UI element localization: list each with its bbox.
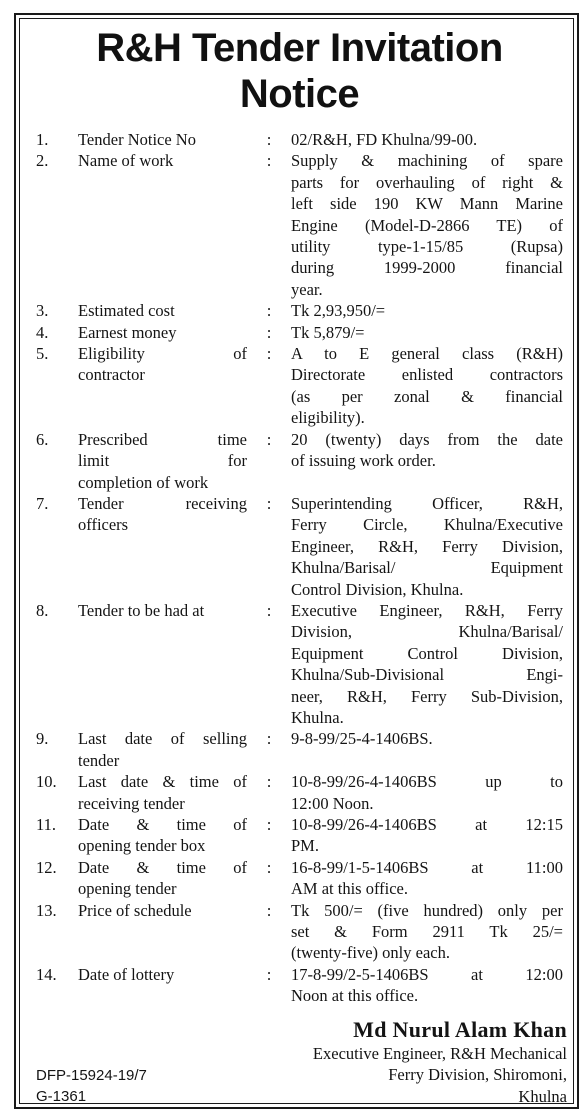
item-number: 11. [36,815,57,834]
item-value-line: AM at this office. [291,879,409,899]
item-number: 13. [36,900,57,920]
item-value [291,600,563,728]
item-value-line: Ferry Circle, Khulna/Executive [291,515,563,535]
item-colon: : [266,130,272,149]
item-value [291,814,563,857]
signatory-name: Md Nurul Alam Khan [353,1017,567,1042]
item-number: 4. [36,322,49,342]
notice-title [36,25,563,117]
item-colon: : [266,857,272,877]
item-value-line: 10-8-99/26-4-1406BS at 12:15 [291,815,563,834]
item-value-line: year. [291,279,323,299]
item-value-line: 02/R&H, FD Khulna/99-00. [291,130,478,149]
item-number: 9. [36,729,49,749]
title-line-2: Notice [239,72,360,116]
item-colon: : [266,151,272,171]
item-value [291,150,563,300]
item-value-line: Engineer, R&H, Ferry Division, [291,536,563,556]
designation-line: Ferry Division, Shiromoni, [388,1065,567,1085]
item-colon: : [266,344,272,364]
tender-item-row [36,771,563,814]
item-colon: : [266,493,272,513]
item-colon: : [266,900,272,920]
designation-line: Khulna [518,1086,567,1106]
tender-item-row [36,150,563,300]
item-number: 1. [36,130,49,149]
title-line-1: R&H Tender Invitation [96,26,503,70]
item-value [291,728,563,771]
item-colon: : [266,729,272,749]
item-value-line: Directorate enlisted contractors [291,365,563,385]
item-label-line: Price of schedule [78,900,192,920]
item-label [78,322,247,343]
item-value [291,964,563,1007]
item-label [78,857,247,900]
item-value [291,322,563,343]
item-value-line: (twenty-five) only each. [291,943,450,963]
item-value [291,300,563,321]
notice-body [19,18,574,1104]
item-value-line: PM. [291,836,319,856]
tender-item-row [36,493,563,600]
designation-line: Executive Engineer, R&H Mechanical [312,1044,567,1063]
item-label-line: Date of lottery [78,964,175,984]
item-label-line: Name of work [78,151,174,171]
tender-item-row [36,728,563,771]
item-value-line: utility type-1-15/85 (Rupsa) [291,237,563,257]
item-label [78,429,247,493]
item-number: 2. [36,151,49,171]
item-value [291,343,563,429]
item-label-line: receiving tender [78,793,185,813]
item-value [291,900,563,964]
item-value-line: 20 (twenty) days from the date [291,429,563,449]
item-value-line: Tk 5,879/= [291,322,365,342]
notice-outer-border [14,13,579,1109]
item-value-line: A to E general class (R&H) [291,344,563,364]
item-label-line: contractor [78,365,145,385]
item-value-line: Division, Khulna/Barisal/ [291,622,563,642]
item-value-line: Equipment Control Division, [291,643,563,663]
item-value-line: of issuing work order. [291,451,436,471]
item-label [78,728,247,771]
item-value-line: during 1999-2000 financial [291,258,563,278]
item-label [78,964,247,1007]
item-value-line: Executive Engineer, R&H, Ferry [291,600,563,620]
tender-item-row [36,900,563,964]
tender-items-list [36,129,563,1007]
item-colon: : [266,301,272,321]
item-value-line: Control Division, Khulna. [291,579,464,599]
item-colon: : [266,322,272,342]
item-label-line: Tender Notice No [78,130,196,149]
item-value [291,771,563,814]
item-label [78,129,247,150]
item-value-line: set & Form 2911 Tk 25/= [291,922,563,942]
item-value-line: 12:00 Noon. [291,793,374,813]
item-label-line: Date & time of [78,815,247,834]
item-colon: : [266,964,272,984]
item-colon: : [266,600,272,620]
item-value [291,129,563,150]
tender-item-row [36,129,563,150]
item-value-line: Engine (Model-D-2866 TE) of [291,215,563,235]
item-label-line: completion of work [78,472,209,492]
item-value [291,429,563,493]
item-colon: : [266,772,272,792]
tender-item-row [36,322,563,343]
item-label-line: Last date & time of [78,772,247,792]
item-number: 8. [36,600,49,620]
item-number: 7. [36,493,49,513]
tender-item-row [36,814,563,857]
item-value-line: 10-8-99/26-4-1406BS up to [291,772,563,792]
tender-item-row [36,600,563,728]
item-label [78,493,247,600]
item-label [78,343,247,429]
item-number: 14. [36,964,57,984]
item-value [291,857,563,900]
item-label-line: Tender receiving [78,493,247,513]
item-label [78,150,247,300]
item-value-line: 17-8-99/2-5-1406BS at 12:00 [291,964,563,984]
item-label-line: officers [78,515,129,535]
item-value-line: Khulna/Barisal/ Equipment [291,558,563,578]
item-label-line: opening tender [78,879,177,899]
item-label-line: Date & time of [78,857,247,877]
tender-item-row [36,429,563,493]
item-value-line: 16-8-99/1-5-1406BS at 11:00 [291,857,563,877]
tender-item-row [36,300,563,321]
item-colon: : [266,815,272,834]
item-label [78,600,247,728]
item-value-line: Tk 2,93,950/= [291,301,386,321]
item-number: 12. [36,857,57,877]
item-label-line: Tender to be had at [78,600,205,620]
item-value-line: 9-8-99/25-4-1406BS. [291,729,433,749]
item-label-line: Estimated cost [78,301,175,321]
tender-item-row [36,343,563,429]
item-value-line: Khulna. [291,707,344,727]
item-number: 3. [36,301,49,321]
item-value-line: parts for overhauling of right & [291,172,563,192]
item-label [78,300,247,321]
item-number: 6. [36,429,49,449]
item-value-line: eligibility). [291,408,365,428]
item-value-line: left side 190 KW Mann Marine [291,194,563,214]
dfp-code: DFP-15924-19/7 [36,1067,147,1084]
tender-item-row [36,964,563,1007]
item-label-line: Earnest money [78,322,177,342]
item-label [78,900,247,964]
item-number: 5. [36,344,49,364]
item-value-line: Khulna/Sub-Divisional Engi- [291,665,563,685]
item-value-line: Noon at this office. [291,986,419,1006]
item-label-line: opening tender box [78,836,206,856]
signatory-designation [313,1043,567,1107]
reference-codes [36,1065,147,1108]
item-label-line: Prescribed time [78,429,247,449]
tender-item-row [36,857,563,900]
item-value-line: Supply & machining of spare [291,151,563,171]
item-value-line: neer, R&H, Ferry Sub-Division, [291,686,563,706]
item-value-line: Superintending Officer, R&H, [291,493,563,513]
item-label [78,814,247,857]
item-label-line: Last date of selling [78,729,247,749]
item-number: 10. [36,772,57,792]
item-label-line: Eligibility of [78,344,247,364]
item-label-line: limit for [78,451,247,471]
item-label [78,771,247,814]
item-value-line: Tk 500/= (five hundred) only per [291,900,563,920]
item-value [291,493,563,600]
item-value-line: (as per zonal & financial [291,386,563,406]
item-colon: : [266,429,272,449]
g-code: G-1361 [36,1088,87,1106]
item-label-line: tender [78,750,120,770]
